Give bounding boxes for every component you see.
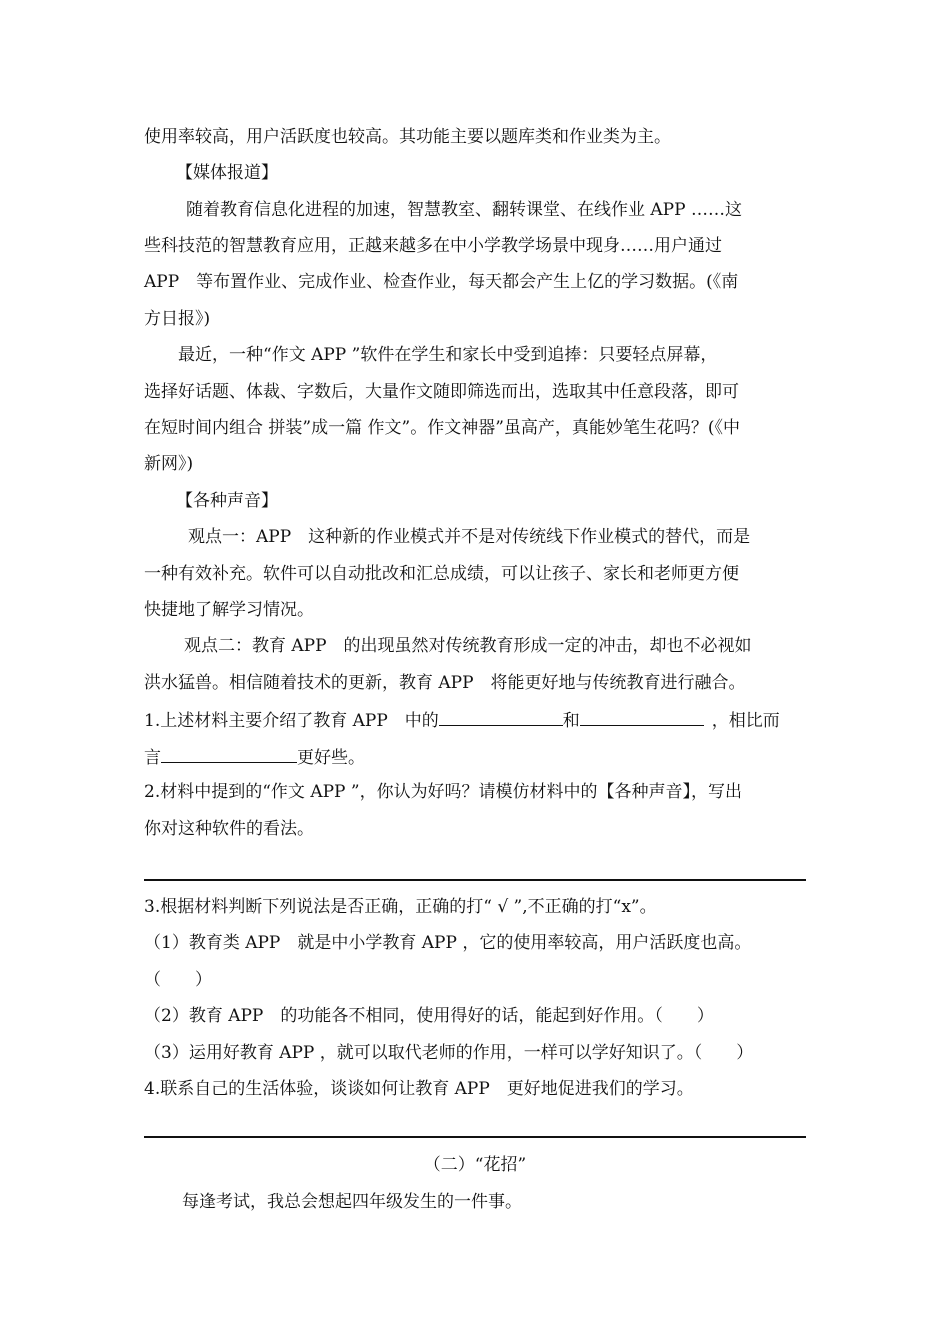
text-line: 观点一：APP 这种新的作业模式并不是对传统线下作业模式的替代，而是 <box>188 527 751 547</box>
answer-blank-1[interactable] <box>439 707 563 726</box>
text-line: 观点二：教育 APP 的出现虽然对传统教育形成一定的冲击，却也不必视如 <box>184 636 752 656</box>
answer-line-q2[interactable] <box>144 879 806 881</box>
question-1-line-2 <box>144 744 365 770</box>
text-line: 快捷地了解学习情况。 <box>144 600 314 620</box>
question-1-text: 1.上述材料主要介绍了教育 APP 中的 <box>144 711 439 731</box>
text-line: 随着教育信息化进程的加速，智慧教室、翻转课堂、在线作业 APP ……这 <box>186 200 742 220</box>
question-2-line-2: 你对这种软件的看法。 <box>144 819 314 839</box>
question-1-line <box>144 707 780 733</box>
text-line: 使用率较高，用户活跃度也较高。其功能主要以题库类和作业类为主。 <box>144 127 671 147</box>
question-1-word: 言 <box>144 748 161 768</box>
question-4: 4.联系自己的生活体验，谈谈如何让教育 APP 更好地促进我们的学习。 <box>144 1079 694 1099</box>
question-3: 3.根据材料判断下列说法是否正确，正确的打“ √ ”,不正确的打“x”。 <box>144 897 657 917</box>
question-3-item-3: （3）运用好教育 APP ，就可以取代老师的作用，一样可以学好知识了。（ ） <box>144 1043 754 1063</box>
question-3-item-1-paren[interactable]: （ ） <box>144 970 212 990</box>
question-3-item-2: （2）教育 APP 的功能各不相同，使用得好的话，能起到好作用。（ ） <box>144 1006 714 1026</box>
section-heading-media: 【媒体报道】 <box>176 163 278 183</box>
text-line: 洪水猛兽。相信随着技术的更新，教育 APP 将能更好地与传统教育进行融合。 <box>144 673 746 693</box>
text-line: 最近，一种“作文 APP ”软件在学生和家长中受到追捧：只要轻点屏幕， <box>178 345 718 365</box>
text-line: 选择好话题、体裁、字数后，大量作文随即筛选而出，选取其中任意段落，即可 <box>144 382 739 402</box>
answer-blank-2[interactable] <box>580 707 704 726</box>
section-2-paragraph: 每逢考试，我总会想起四年级发生的一件事。 <box>182 1192 522 1212</box>
question-3-item-1: （1）教育类 APP 就是中小学教育 APP ，它的使用率较高，用户活跃度也高。 <box>144 933 752 953</box>
question-1-and: 和 <box>562 711 580 731</box>
text-line: APP 等布置作业、完成作业、检查作业，每天都会产生上亿的学习数据。(《南 <box>144 272 739 292</box>
answer-blank-3[interactable] <box>161 744 297 763</box>
answer-line-q4[interactable] <box>144 1136 806 1138</box>
section-2-title: （二）“花招” <box>423 1155 527 1175</box>
question-1-end: 更好些。 <box>297 748 365 768</box>
text-line: 方日报》) <box>144 309 211 329</box>
question-1-tail: ，相比而 <box>711 711 780 731</box>
text-line: 些科技范的智慧教育应用，正越来越多在中小学教学场景中现身……用户通过 <box>144 236 722 256</box>
text-line: 一种有效补充。软件可以自动批改和汇总成绩，可以让孩子、家长和老师更方便 <box>144 564 739 584</box>
text-line: 在短时间内组合 拼装”成一篇 作文”。作文神器”虽高产，真能妙笔生花吗？(《中 <box>144 418 741 438</box>
question-2: 2.材料中提到的“作文 APP ”，你认为好吗？请模仿材料中的【各种声音】，写出 <box>144 782 743 802</box>
text-line: 新网》) <box>144 454 194 474</box>
section-heading-voices: 【各种声音】 <box>176 491 278 511</box>
